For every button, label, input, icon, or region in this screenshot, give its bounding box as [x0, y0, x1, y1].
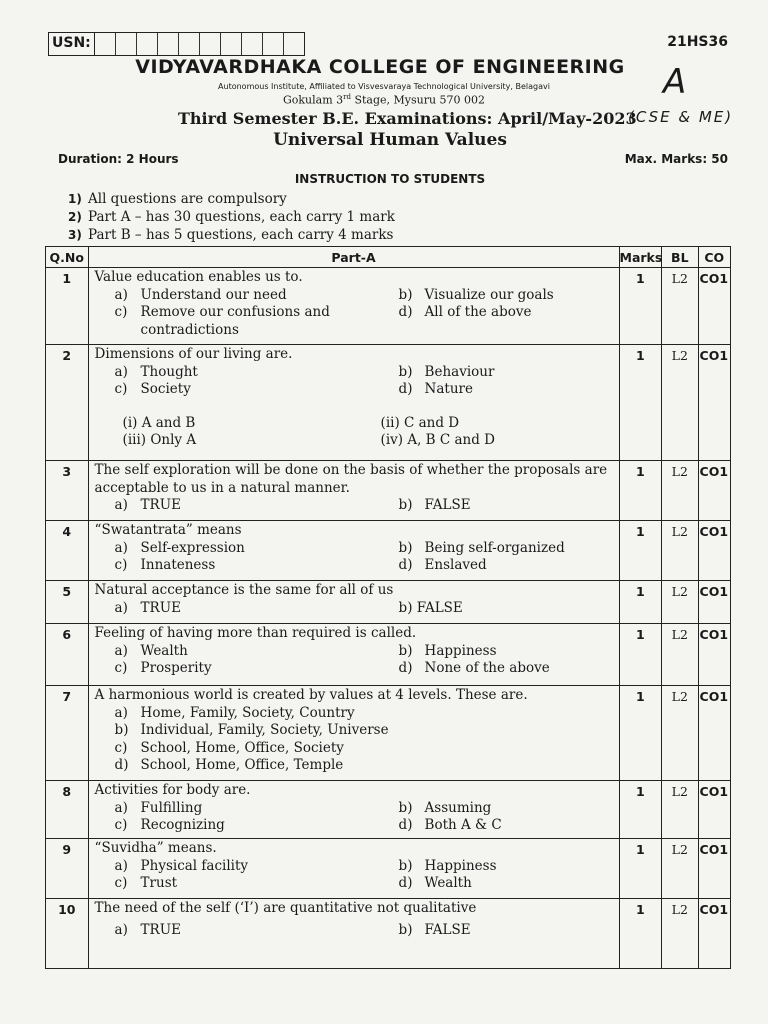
option	[115, 643, 393, 661]
option-label: a)	[114, 704, 128, 721]
option-label: a)	[114, 921, 128, 938]
option-label: c)	[114, 817, 128, 833]
exam-title: Third Semester B.E. Examinations: April/May-2023	[178, 109, 637, 128]
option-label: a)	[114, 363, 128, 380]
usn-digit-cell	[95, 33, 116, 55]
question-number: 1	[46, 268, 89, 345]
option-text: All of the above	[424, 304, 532, 320]
option-text: Happiness	[424, 642, 497, 659]
option-text: Physical facility	[140, 857, 249, 874]
header-bl: BL	[662, 247, 698, 268]
question-bloom-level: L2	[662, 686, 698, 781]
usn-digit-cell	[242, 33, 263, 55]
usn-digit-cell	[158, 33, 179, 55]
question-bloom-level: L2	[662, 899, 698, 969]
question-marks: 1	[619, 686, 662, 781]
option	[399, 304, 613, 339]
option-text: Visualize our goals	[424, 286, 554, 303]
question-marks: 1	[619, 521, 662, 581]
question-body	[88, 268, 619, 345]
address-line	[0, 93, 768, 107]
question-row	[46, 781, 731, 839]
option	[399, 600, 613, 618]
header-part: Part-A	[88, 247, 619, 268]
option-label: b)	[398, 857, 413, 874]
option-text: Fulfilling	[140, 799, 203, 816]
question-marks: 1	[619, 839, 662, 899]
question-text: Feeling of having more than required is called.	[94, 625, 417, 641]
option-text: Both A & C	[424, 817, 502, 833]
option-text: Nature	[424, 381, 473, 397]
option-label: d)	[398, 304, 413, 320]
options-list	[95, 600, 613, 618]
option-label: b)	[398, 363, 413, 380]
options-list	[95, 497, 613, 515]
question-body	[88, 345, 619, 461]
question-bloom-level: L2	[662, 839, 698, 899]
combination-option: (iv) A, B C and D	[380, 432, 495, 448]
option-label: c)	[114, 304, 128, 320]
question-number: 10	[46, 899, 89, 969]
option	[115, 600, 393, 618]
option-text: Individual, Family, Society, Universe	[140, 722, 389, 738]
question-number: 5	[46, 581, 89, 624]
instruction-text: Part B – has 5 questions, each carry 4 marks	[88, 227, 394, 243]
options-list	[95, 540, 613, 575]
question-rows	[46, 268, 731, 969]
question-course-outcome: CO1	[698, 686, 730, 781]
option-text: Society	[140, 381, 191, 397]
option-label: b)	[114, 722, 129, 738]
question-text: “Suvidha” means.	[94, 840, 217, 856]
usn-digit-cell	[263, 33, 284, 55]
option	[115, 364, 393, 382]
option	[115, 304, 393, 339]
option-text: FALSE	[424, 921, 471, 938]
option-text: Innateness	[140, 557, 216, 573]
options-list	[95, 287, 613, 340]
instruction-item	[68, 208, 395, 226]
option-text: Wealth	[140, 642, 188, 659]
question-text: The need of the self (‘I’) are quantitative not qualitative	[94, 900, 477, 916]
spacer	[95, 399, 613, 415]
option-text: b) FALSE	[398, 599, 463, 616]
option-text: Home, Family, Society, Country	[140, 704, 355, 721]
usn-label: USN:	[49, 33, 95, 55]
question-bloom-level: L2	[662, 624, 698, 686]
option	[399, 287, 613, 305]
option-label: a)	[114, 599, 128, 616]
question-marks: 1	[619, 581, 662, 624]
option-text: Enslaved	[424, 557, 487, 573]
option	[399, 381, 613, 399]
option-label: a)	[114, 642, 128, 659]
address-suffix: Stage, Mysuru 570 002	[350, 93, 486, 107]
option	[399, 643, 613, 661]
option-label: a)	[114, 539, 128, 556]
option-label: c)	[114, 739, 128, 756]
question-marks: 1	[619, 461, 662, 521]
option-label: b)	[398, 921, 413, 938]
college-name	[0, 56, 768, 78]
option-text: School, Home, Office, Temple	[140, 757, 344, 773]
max-marks: Max. Marks: 50	[624, 152, 728, 166]
affiliation-line: Autonomous Institute, Affiliated to Visvesvaraya Technological University, Belagavi	[218, 82, 550, 91]
question-number: 8	[46, 781, 89, 839]
option	[115, 858, 393, 876]
option-label: b)	[398, 799, 413, 816]
option	[115, 800, 393, 818]
duration: Duration: 2 Hours	[58, 152, 179, 166]
option-label: d)	[398, 660, 413, 676]
question-course-outcome: CO1	[698, 521, 730, 581]
header-qno: Q.No	[46, 247, 89, 268]
question-row	[46, 521, 731, 581]
question-number: 6	[46, 624, 89, 686]
question-course-outcome: CO1	[698, 268, 730, 345]
option-text: Remove our confusions and contradictions	[140, 304, 330, 338]
options-list	[95, 800, 613, 835]
option-label: c)	[114, 875, 128, 891]
question-number: 7	[46, 686, 89, 781]
question-row	[46, 345, 731, 461]
option	[115, 540, 393, 558]
usn-digit-cell	[200, 33, 221, 55]
instruction-number: 2)	[68, 210, 82, 224]
question-marks: 1	[619, 624, 662, 686]
option-text: Understand our need	[140, 286, 287, 303]
question-number: 4	[46, 521, 89, 581]
option-label: d)	[398, 557, 413, 573]
option	[399, 922, 613, 940]
question-course-outcome: CO1	[698, 839, 730, 899]
usn-digit-cell	[221, 33, 242, 55]
usn-digit-cell	[179, 33, 200, 55]
option	[399, 660, 613, 678]
instructions-list	[68, 190, 395, 244]
option-text: Being self-organized	[424, 539, 565, 556]
option-text: Assuming	[424, 799, 492, 816]
usn-box	[48, 32, 305, 56]
option	[115, 757, 613, 775]
option-label: d)	[114, 757, 129, 773]
handwritten-grade: A	[663, 62, 687, 102]
subject-title: Universal Human Values	[273, 130, 507, 150]
option-label: a)	[114, 857, 128, 874]
option-label: a)	[114, 799, 128, 816]
question-body	[88, 624, 619, 686]
question-body	[88, 581, 619, 624]
combination-option: (iii) Only A	[122, 432, 197, 448]
option-text: Thought	[140, 363, 198, 380]
option	[399, 858, 613, 876]
college-name-text: VIDYAVARDHAKA COLLEGE OF ENGINEERING	[135, 56, 625, 78]
option-label: a)	[114, 286, 128, 303]
combination-option: (i) A and B	[122, 414, 196, 431]
header-marks: Marks	[619, 247, 662, 268]
option	[399, 875, 613, 893]
question-row	[46, 839, 731, 899]
option-label: b)	[398, 642, 413, 659]
question-bloom-level: L2	[662, 521, 698, 581]
option	[115, 740, 613, 758]
option-label: d)	[398, 875, 413, 891]
options-list	[95, 922, 613, 940]
question-body	[88, 839, 619, 899]
question-course-outcome: CO1	[698, 781, 730, 839]
options-list	[95, 705, 613, 775]
question-bloom-level: L2	[662, 461, 698, 521]
combination-option: (ii) C and D	[380, 414, 460, 431]
question-bloom-level: L2	[662, 268, 698, 345]
question-body	[88, 521, 619, 581]
instruction-number: 3)	[68, 228, 82, 242]
question-number: 3	[46, 461, 89, 521]
option-text: TRUE	[140, 599, 181, 616]
question-row	[46, 686, 731, 781]
options-list	[95, 643, 613, 678]
instruction-item	[68, 226, 395, 244]
option-text: TRUE	[140, 497, 181, 513]
options-list	[95, 364, 613, 399]
usn-digit-cell	[116, 33, 137, 55]
question-row	[46, 461, 731, 521]
table-header-row	[46, 247, 731, 268]
question-course-outcome: CO1	[698, 581, 730, 624]
question-body	[88, 686, 619, 781]
usn-cells	[95, 33, 304, 55]
options-list	[95, 858, 613, 893]
question-marks: 1	[619, 268, 662, 345]
option	[399, 540, 613, 558]
option-text: Trust	[140, 875, 178, 891]
option	[115, 381, 393, 399]
instruction-number: 1)	[68, 192, 82, 206]
option	[115, 817, 393, 835]
question-marks: 1	[619, 781, 662, 839]
question-body	[88, 899, 619, 969]
combination-options	[95, 415, 613, 450]
option-text: Wealth	[424, 875, 472, 891]
instruction-text: All questions are compulsory	[88, 191, 287, 207]
question-text: Value education enables us to.	[94, 269, 303, 285]
option-text: Happiness	[424, 857, 497, 874]
option	[115, 875, 393, 893]
question-course-outcome: CO1	[698, 461, 730, 521]
question-table	[45, 246, 731, 969]
question-text: A harmonious world is created by values at 4 levels. These are.	[94, 687, 528, 703]
paper-code: 21HS36	[667, 34, 728, 50]
option	[115, 287, 393, 305]
question-course-outcome: CO1	[698, 624, 730, 686]
question-row	[46, 624, 731, 686]
instruction-text: Part A – has 30 questions, each carry 1 mark	[88, 209, 395, 225]
option	[115, 922, 393, 940]
question-bloom-level: L2	[662, 345, 698, 461]
option-text: School, Home, Office, Society	[140, 739, 344, 756]
question-course-outcome: CO1	[698, 899, 730, 969]
option-text: Self-expression	[140, 539, 245, 556]
address-prefix: Gokulam 3	[282, 93, 344, 107]
question-number: 9	[46, 839, 89, 899]
option	[115, 497, 393, 515]
question-text: Dimensions of our living are.	[94, 346, 293, 362]
question-row	[46, 899, 731, 969]
option	[115, 557, 393, 575]
address-sup: rd	[343, 93, 351, 101]
option	[399, 557, 613, 575]
question-text: Natural acceptance is the same for all of us	[94, 582, 394, 598]
question-text: Activities for body are.	[94, 782, 251, 798]
usn-digit-cell	[137, 33, 158, 55]
option-label: c)	[114, 557, 128, 573]
option-text: Prosperity	[140, 660, 212, 676]
question-marks: 1	[619, 345, 662, 461]
instruction-item	[68, 190, 395, 208]
option	[115, 660, 393, 678]
question-number: 2	[46, 345, 89, 461]
question-row	[46, 268, 731, 345]
option	[115, 705, 613, 723]
header-co: CO	[698, 247, 730, 268]
option-text: Recognizing	[140, 817, 225, 833]
option-label: a)	[114, 497, 128, 513]
option	[399, 364, 613, 382]
option-text: None of the above	[424, 660, 550, 676]
option-label: b)	[398, 286, 413, 303]
option-label: c)	[114, 381, 128, 397]
option-label: c)	[114, 660, 128, 676]
option	[399, 817, 613, 835]
question-bloom-level: L2	[662, 781, 698, 839]
option-text: Behaviour	[424, 363, 495, 380]
option-label: b)	[398, 497, 413, 513]
question-bloom-level: L2	[662, 581, 698, 624]
usn-digit-cell	[284, 33, 304, 55]
option	[399, 497, 613, 515]
handwritten-branch: (CSE & ME)	[628, 108, 734, 126]
instructions-title: INSTRUCTION TO STUDENTS	[294, 172, 486, 186]
question-course-outcome: CO1	[698, 345, 730, 461]
option-label: b)	[398, 539, 413, 556]
option-label: d)	[398, 381, 413, 397]
option-text: FALSE	[424, 497, 471, 513]
option-text: TRUE	[140, 921, 181, 938]
question-text: “Swatantrata” means	[94, 522, 242, 538]
option-label: d)	[398, 817, 413, 833]
question-marks: 1	[619, 899, 662, 969]
option	[115, 722, 613, 740]
question-body	[88, 781, 619, 839]
question-body	[88, 461, 619, 521]
option	[399, 800, 613, 818]
question-text: The self exploration will be done on the basis of whether the proposals are acceptable to us in a natural manner.	[94, 462, 608, 496]
question-row	[46, 581, 731, 624]
